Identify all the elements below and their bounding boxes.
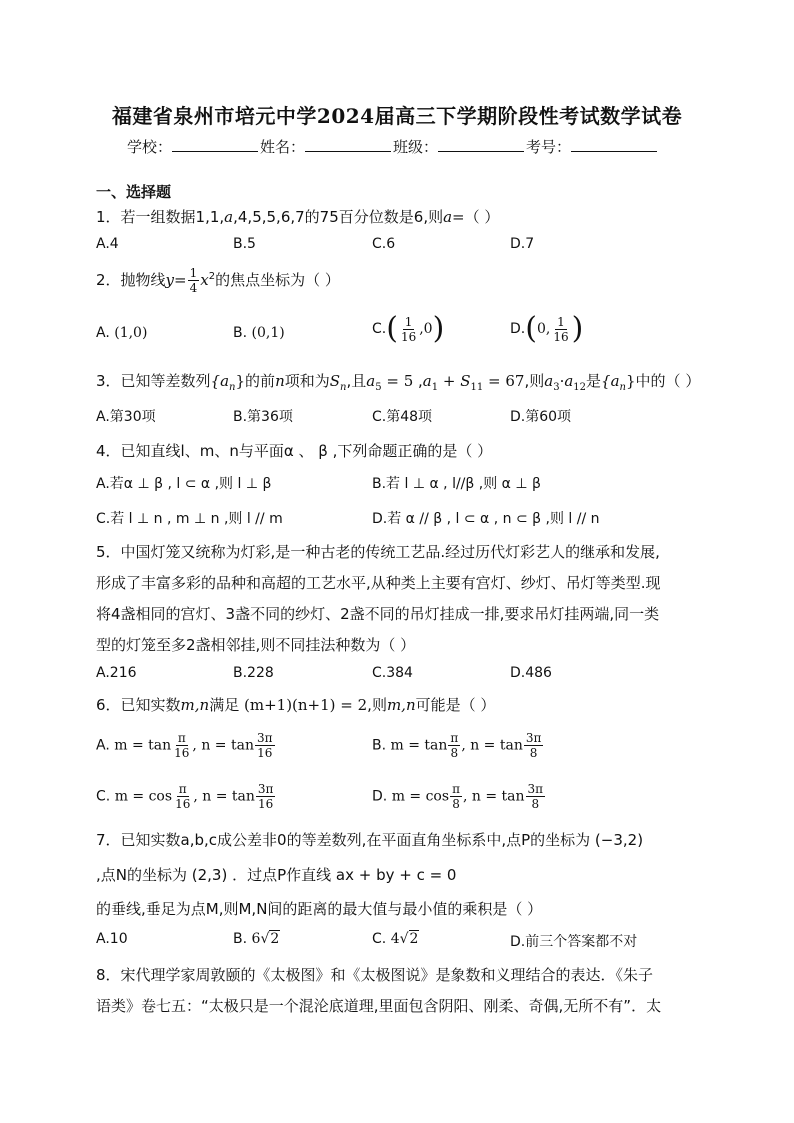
q4-option-a[interactable]: A.若α ⊥ β , l ⊂ α ,则 l ⊥ β bbox=[96, 476, 272, 492]
q7-option-a[interactable]: A.10 bbox=[96, 931, 128, 947]
q1-option-c[interactable]: C.6 bbox=[372, 236, 396, 252]
q4-option-b[interactable]: B.若 l ⊥ α , l//β ,则 α ⊥ β bbox=[372, 476, 541, 492]
class-label: 班级： bbox=[393, 138, 439, 156]
school-blank[interactable] bbox=[172, 137, 258, 152]
section-title: 一、选择题 bbox=[96, 183, 172, 201]
q3-option-b[interactable]: B.第36项 bbox=[233, 409, 293, 425]
q6-option-b[interactable]: B. m = tan $\frac{\pi}{8}$ , n = tan $\frac{3\pi}{8}$ bbox=[372, 731, 542, 760]
exam-no-blank[interactable] bbox=[571, 137, 657, 152]
school-label: 学校： bbox=[127, 138, 173, 156]
q1-option-d[interactable]: D.7 bbox=[510, 236, 535, 252]
q4-option-d[interactable]: D.若 α // β , l ⊂ α , n ⊂ β ,则 l // n bbox=[372, 511, 600, 527]
fraction: $\frac{1}{4}$ bbox=[189, 266, 198, 295]
question-7-line-3: 的垂线,垂足为点M,则M,N间的距离的最大值与最小值的乘积是（ ） bbox=[96, 900, 543, 918]
question-3-stem: 3．已知等差数列$\{a_n\}$的前n项和为$S_n$,且$a_5 = 5$ $,a_1 + S_{11} = 67$,则$a_3\cdot a_{12}$是$\{a_n\}$中的（ ） bbox=[96, 372, 701, 393]
sqrt-sign: √2 bbox=[399, 931, 419, 947]
name-blank[interactable] bbox=[305, 137, 391, 152]
student-info-line bbox=[127, 136, 659, 157]
exam-no-label: 考号： bbox=[526, 138, 572, 156]
sqrt-sign: √2 bbox=[260, 931, 280, 947]
q5-option-d[interactable]: D.486 bbox=[510, 665, 552, 681]
exam-title: 福建省泉州市培元中学2024届高三下学期阶段性考试数学试卷 bbox=[111, 104, 683, 128]
q5-option-a[interactable]: A.216 bbox=[96, 665, 137, 681]
q6-option-c[interactable]: C. m = cos $\frac{\pi}{16}$ , n = tan $\frac{3\pi}{16}$ bbox=[96, 782, 274, 811]
q5-option-c[interactable]: C.384 bbox=[372, 665, 413, 681]
q1-option-b[interactable]: B.5 bbox=[233, 236, 256, 252]
q7-option-b[interactable]: B. 6√2 bbox=[233, 931, 280, 947]
q6-option-d[interactable]: D. m = cos $\frac{\pi}{8}$ , n = tan $\frac{3\pi}{8}$ bbox=[372, 782, 544, 811]
question-1-stem: 1．若一组数据1,1,a,4,5,5,6,7的75百分位数是6,则a=（ ） bbox=[96, 208, 500, 226]
q2-option-c[interactable]: C.( $\frac{1}{16}$ ,0) bbox=[372, 311, 445, 346]
question-4-stem: 4．已知直线l、m、n与平面α 、 β ,下列命题正确的是（ ） bbox=[96, 442, 493, 460]
q3-option-c[interactable]: C.第48项 bbox=[372, 409, 433, 425]
question-2-stem: 2．抛物线y= $\frac{1}{4}$ $x^2$的焦点坐标为（ ） bbox=[96, 266, 340, 295]
q6-option-a[interactable]: A. m = tan $\frac{\pi}{16}$ , n = tan $\frac{3\pi}{16}$ bbox=[96, 731, 273, 760]
q5-option-b[interactable]: B.228 bbox=[233, 665, 274, 681]
question-7-line-2: ,点N的坐标为 (2,3) ．过点P作直线 ax + by + c = 0 bbox=[96, 866, 457, 884]
question-5-stem: 5．中国灯笼又统称为灯彩,是一种古老的传统工艺品.经过历代灯彩艺人的继承和发展, 形成了丰富多彩的品种和高超的工艺水平,从种类上主要有宫灯、纱灯、吊灯等类型.现 将4盏相同的宫灯、3盏不同的纱灯、2盏不同的吊灯挂成一排,要求吊灯挂两端,同一类 型的灯笼至多2盏相邻挂,则不同挂法种数为（ ） bbox=[96, 543, 661, 654]
q2-option-b[interactable]: B. (0,1) bbox=[233, 325, 285, 341]
q2-option-a[interactable]: A. (1,0) bbox=[96, 325, 148, 341]
q3-option-a[interactable]: A.第30项 bbox=[96, 409, 156, 425]
q1-option-a[interactable]: A.4 bbox=[96, 236, 119, 252]
question-6-stem: 6．已知实数m,n满足 (m+1)(n+1) = 2,则m,n可能是（ ） bbox=[96, 696, 496, 714]
question-8-stem: 8．宋代理学家周敦颐的《太极图》和《太极图说》是象数和义理结合的表达．《朱子 语类》卷七五：“太极只是一个混沦底道理,里面包含阴阳、刚柔、奇偶,无所不有”．太 bbox=[96, 966, 662, 1015]
q3-option-d[interactable]: D.第60项 bbox=[510, 409, 572, 425]
q2-option-d[interactable]: D.(0, $\frac{1}{16}$ ) bbox=[510, 311, 584, 346]
q4-option-c[interactable]: C.若 l ⊥ n , m ⊥ n ,则 l // m bbox=[96, 511, 283, 527]
name-label: 姓名： bbox=[260, 138, 306, 156]
question-7-line-1: 7．已知实数a,b,c成公差非0的等差数列,在平面直角坐标系中,点P的坐标为 (−3,2) bbox=[96, 831, 644, 849]
class-blank[interactable] bbox=[438, 137, 524, 152]
q7-option-d[interactable]: D.前三个答案都不对 bbox=[510, 934, 638, 950]
q7-option-c[interactable]: C. 4√2 bbox=[372, 931, 419, 947]
